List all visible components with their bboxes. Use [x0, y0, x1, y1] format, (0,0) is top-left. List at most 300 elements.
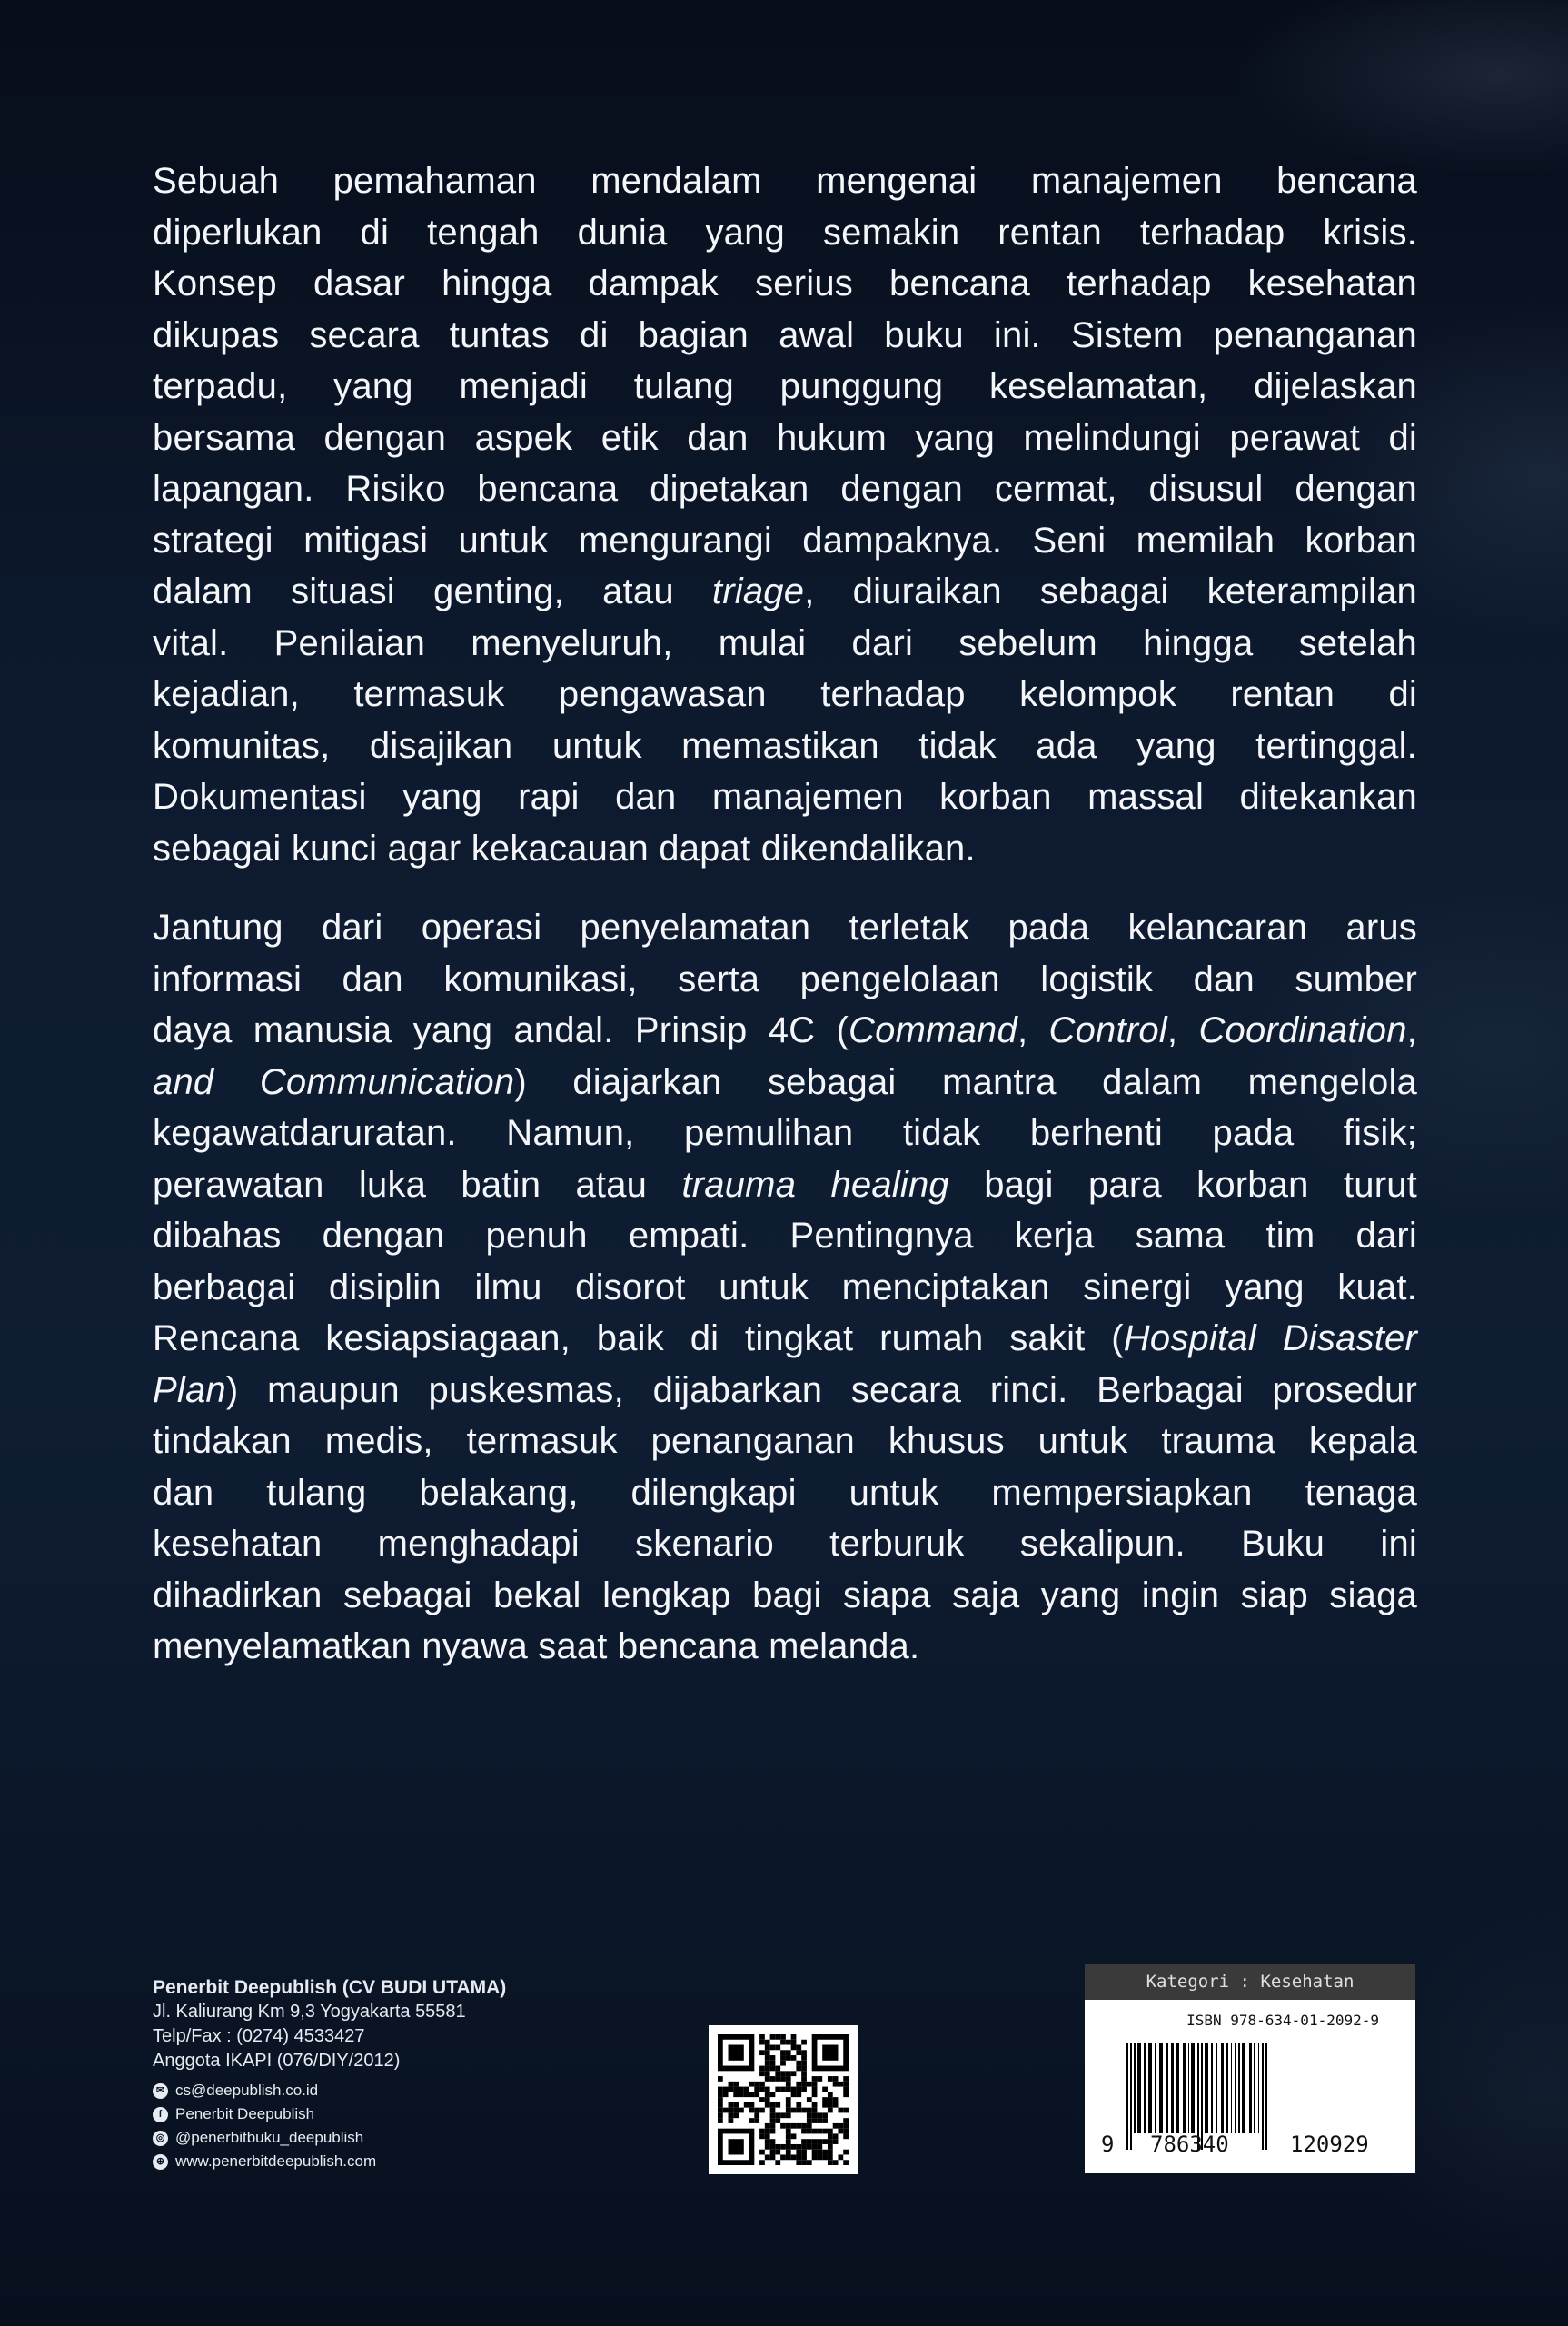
- qr-module: [718, 2102, 723, 2108]
- qr-module: [765, 2076, 770, 2082]
- qr-module: [796, 2061, 801, 2066]
- publisher-phone: Telp/Fax : (0274) 4533427: [153, 2026, 365, 2046]
- qr-code-pattern: [718, 2034, 849, 2165]
- qr-module: [770, 2055, 776, 2061]
- qr-module: [817, 2154, 822, 2160]
- qr-module: [807, 2123, 812, 2129]
- barcode-bar: [1262, 2043, 1264, 2150]
- qr-module: [780, 2061, 786, 2066]
- qr-module: [775, 2118, 780, 2123]
- qr-module: [801, 2055, 807, 2061]
- qr-module: [801, 2066, 807, 2072]
- qr-module: [822, 2150, 828, 2155]
- qr-finder: [822, 2045, 838, 2061]
- text-segment: bagi para korban turut: [948, 1164, 1417, 1205]
- email-icon: ✉: [153, 2083, 168, 2099]
- text-segment: kegawatdaruratan. Namun, pemulihan tidak berhenti pada fisik;: [153, 1113, 1417, 1153]
- qr-module: [765, 2129, 770, 2134]
- qr-module: [828, 2108, 833, 2113]
- qr-module: [733, 2092, 739, 2097]
- qr-module: [765, 2133, 770, 2139]
- text-line: [153, 413, 1417, 464]
- qr-module: [812, 2112, 818, 2118]
- qr-module: [770, 2150, 776, 2155]
- qr-module: [775, 2034, 780, 2040]
- qr-module: [833, 2097, 839, 2102]
- qr-module: [828, 2092, 833, 2097]
- qr-module: [759, 2097, 765, 2102]
- text-segment: ,: [1406, 1010, 1417, 1050]
- qr-module: [817, 2118, 822, 2123]
- barcode-bar: [1265, 2043, 1267, 2150]
- qr-module: [780, 2087, 786, 2092]
- italic-term: triage: [711, 572, 805, 611]
- qr-module: [780, 2055, 786, 2061]
- text-line: [153, 1518, 1417, 1570]
- qr-module: [791, 2055, 797, 2061]
- qr-module: [775, 2102, 780, 2108]
- qr-module: [770, 2045, 776, 2051]
- qr-module: [843, 2118, 849, 2123]
- qr-module: [822, 2118, 828, 2123]
- qr-module: [807, 2108, 812, 2113]
- barcode-bar: [1238, 2043, 1240, 2133]
- text-segment: Rencana kesiapsiagaan, baik di tingkat rumah sakit (: [153, 1318, 1124, 1358]
- qr-module: [796, 2150, 801, 2155]
- qr-module: [718, 2108, 723, 2113]
- barcode-bar: [1176, 2043, 1179, 2133]
- qr-module: [775, 2150, 780, 2155]
- qr-module: [791, 2034, 797, 2040]
- text-segment: komunitas, disajikan untuk memastikan tidak ada yang tertinggal.: [153, 725, 1417, 766]
- text-segment: terpadu, yang menjadi tulang punggung keselamatan, dijelaskan: [153, 366, 1417, 406]
- qr-module: [838, 2154, 843, 2160]
- qr-module: [765, 2097, 770, 2102]
- contact-item[interactable]: [153, 2079, 506, 2102]
- qr-module: [733, 2108, 739, 2113]
- qr-module: [822, 2087, 828, 2092]
- qr-module: [754, 2082, 759, 2087]
- barcode-digits-right: 120929: [1290, 2132, 1369, 2157]
- text-line: [153, 258, 1417, 310]
- qr-module: [786, 2050, 791, 2055]
- text-line: [153, 771, 1417, 823]
- qr-module: [759, 2050, 765, 2055]
- qr-module: [770, 2034, 776, 2040]
- qr-module: [791, 2092, 797, 2097]
- barcode-bar: [1235, 2043, 1236, 2133]
- qr-module: [812, 2150, 818, 2155]
- barcode-bar: [1191, 2043, 1195, 2133]
- italic-term: Hospital Disaster: [1123, 1318, 1417, 1358]
- qr-module: [770, 2144, 776, 2150]
- isbn-barcode-box: [1085, 1964, 1415, 2173]
- qr-module: [812, 2102, 818, 2108]
- qr-module: [770, 2061, 776, 2066]
- qr-module: [786, 2112, 791, 2118]
- text-line: [153, 1365, 1417, 1416]
- text-segment: Jantung dari operasi penyelamatan terletak pada kelancaran arus: [153, 908, 1417, 948]
- qr-module: [828, 2129, 833, 2134]
- qr-module: [786, 2087, 791, 2092]
- instagram-icon: ◎: [153, 2131, 168, 2146]
- description-paragraph-1: [153, 155, 1417, 874]
- qr-module: [780, 2040, 786, 2045]
- qr-module: [843, 2150, 849, 2155]
- qr-module: [812, 2139, 818, 2144]
- qr-module: [843, 2076, 849, 2082]
- qr-module: [770, 2108, 776, 2113]
- qr-module: [780, 2071, 786, 2076]
- qr-module: [796, 2050, 801, 2055]
- qr-module: [744, 2102, 749, 2108]
- qr-module: [812, 2092, 818, 2097]
- qr-module: [780, 2154, 786, 2160]
- qr-module: [786, 2076, 791, 2082]
- qr-module: [786, 2108, 791, 2113]
- qr-module: [801, 2150, 807, 2155]
- qr-module: [718, 2092, 723, 2097]
- qr-module: [759, 2108, 765, 2113]
- qr-module: [817, 2112, 822, 2118]
- publisher-address: Jl. Kaliurang Km 9,3 Yogyakarta 55581: [153, 2002, 466, 2022]
- qr-module: [780, 2144, 786, 2150]
- qr-module: [833, 2082, 839, 2087]
- qr-module: [801, 2087, 807, 2092]
- qr-module: [801, 2160, 807, 2165]
- publisher-ikapi: Anggota IKAPI (076/DIY/2012): [153, 2051, 401, 2071]
- qr-module: [828, 2154, 833, 2160]
- qr-module: [749, 2092, 755, 2097]
- qr-module: [828, 2160, 833, 2165]
- qr-module: [733, 2102, 739, 2108]
- text-segment: informasi dan komunikasi, serta pengelolaan logistik dan sumber: [153, 959, 1417, 999]
- qr-module: [833, 2102, 839, 2108]
- qr-module: [822, 2139, 828, 2144]
- qr-module: [718, 2097, 723, 2102]
- qr-module: [759, 2034, 765, 2040]
- qr-module: [822, 2154, 828, 2160]
- qr-module: [780, 2112, 786, 2118]
- barcode-bar: [1249, 2043, 1252, 2133]
- category-label: Kategori : Kesehatan: [1085, 1964, 1415, 2000]
- qr-module: [807, 2144, 812, 2150]
- qr-module: [807, 2112, 812, 2118]
- qr-module: [801, 2050, 807, 2055]
- qr-module: [780, 2050, 786, 2055]
- qr-module: [833, 2123, 839, 2129]
- italic-term: Command: [849, 1010, 1017, 1050]
- barcode-bar: [1171, 2043, 1174, 2133]
- qr-module: [775, 2112, 780, 2118]
- text-line: [153, 1416, 1417, 1467]
- qr-module: [786, 2082, 791, 2087]
- qr-module: [786, 2144, 791, 2150]
- contact-text: @penerbitbuku_deepublish: [175, 2129, 364, 2146]
- qr-module: [780, 2034, 786, 2040]
- text-line: [153, 1057, 1417, 1108]
- barcode-bar: [1242, 2043, 1245, 2133]
- qr-module: [812, 2076, 818, 2082]
- qr-module: [749, 2108, 755, 2113]
- qr-module: [807, 2139, 812, 2144]
- qr-module: [801, 2129, 807, 2134]
- qr-module: [775, 2071, 780, 2076]
- text-segment: bersama dengan aspek etik dan hukum yang melindungi perawat di: [153, 417, 1417, 458]
- qr-module: [801, 2139, 807, 2144]
- qr-module: [775, 2087, 780, 2092]
- qr-module: [765, 2045, 770, 2051]
- text-segment: ,: [1017, 1010, 1049, 1050]
- qr-module: [786, 2154, 791, 2160]
- qr-module: [817, 2129, 822, 2134]
- qr-module: [801, 2123, 807, 2129]
- qr-module: [817, 2144, 822, 2150]
- qr-module: [723, 2092, 729, 2097]
- text-segment: Sebuah pemahaman mendalam mengenai manajemen bencana: [153, 161, 1417, 201]
- qr-module: [733, 2112, 739, 2118]
- text-segment: diperlukan di tengah dunia yang semakin rentan terhadap krisis.: [153, 212, 1417, 253]
- qr-module: [765, 2050, 770, 2055]
- qr-module: [775, 2160, 780, 2165]
- barcode-bar: [1166, 2043, 1168, 2133]
- text-segment: ) diajarkan sebagai mantra dalam mengelola: [514, 1061, 1417, 1102]
- text-line: [153, 1210, 1417, 1262]
- text-segment: daya manusia yang andal. Prinsip 4C (: [153, 1010, 849, 1050]
- qr-module: [791, 2045, 797, 2051]
- qr-module: [775, 2066, 780, 2072]
- qr-module: [833, 2076, 839, 2082]
- qr-module: [718, 2076, 723, 2082]
- qr-module: [729, 2108, 734, 2113]
- qr-module: [812, 2154, 818, 2160]
- contact-text: cs@deepublish.co.id: [175, 2082, 319, 2099]
- text-line: [153, 566, 1417, 618]
- qr-module: [744, 2092, 749, 2097]
- publisher-info: [153, 1975, 506, 2173]
- qr-module: [843, 2092, 849, 2097]
- qr-module: [786, 2139, 791, 2144]
- qr-module: [759, 2129, 765, 2134]
- barcode-bar: [1159, 2043, 1163, 2133]
- qr-module: [744, 2087, 749, 2092]
- text-line: [153, 1159, 1417, 1211]
- barcode-bar: [1126, 2043, 1128, 2150]
- barcode-bar: [1188, 2043, 1189, 2133]
- text-line: [153, 515, 1417, 567]
- qr-module: [791, 2123, 797, 2129]
- qr-module: [759, 2150, 765, 2155]
- qr-module: [796, 2144, 801, 2150]
- qr-module: [765, 2055, 770, 2061]
- qr-module: [843, 2087, 849, 2092]
- text-line: [153, 1262, 1417, 1314]
- qr-module: [780, 2123, 786, 2129]
- qr-module: [733, 2082, 739, 2087]
- barcode-bar: [1183, 2043, 1186, 2133]
- qr-module: [786, 2055, 791, 2061]
- contact-item[interactable]: [153, 2150, 506, 2173]
- globe-icon: ⊕: [153, 2154, 168, 2170]
- qr-module: [828, 2102, 833, 2108]
- text-segment: kejadian, termasuk pengawasan terhadap kelompok rentan di: [153, 674, 1417, 714]
- text-line: [153, 1621, 1417, 1673]
- qr-module: [843, 2133, 849, 2139]
- qr-module: [812, 2144, 818, 2150]
- qr-module: [749, 2102, 755, 2108]
- qr-module: [765, 2040, 770, 2045]
- contact-text: Penerbit Deepublish: [175, 2105, 315, 2122]
- qr-module: [770, 2092, 776, 2097]
- qr-module: [796, 2108, 801, 2113]
- text-segment: vital. Penilaian menyeluruh, mulai dari sebelum hingga setelah: [153, 622, 1417, 663]
- qr-module: [812, 2118, 818, 2123]
- qr-module: [718, 2087, 723, 2092]
- barcode-bar: [1254, 2043, 1255, 2133]
- qr-code: [709, 2025, 858, 2174]
- qr-module: [749, 2118, 755, 2123]
- qr-module: [786, 2097, 791, 2102]
- qr-module: [812, 2108, 818, 2113]
- barcode-bar: [1155, 2043, 1156, 2133]
- qr-module: [838, 2082, 843, 2087]
- qr-module: [780, 2076, 786, 2082]
- text-segment: lapangan. Risiko bencana dipetakan dengan cermat, disusul dengan: [153, 469, 1417, 509]
- qr-module: [843, 2129, 849, 2134]
- qr-module: [770, 2102, 776, 2108]
- text-segment: sebagai kunci agar kekacauan dapat dikendalikan.: [153, 828, 976, 869]
- qr-module: [765, 2087, 770, 2092]
- text-segment: perawatan luka batin atau: [153, 1164, 682, 1205]
- qr-module: [786, 2123, 791, 2129]
- publisher-contacts: [153, 2079, 506, 2173]
- qr-module: [801, 2154, 807, 2160]
- barcode-bar: [1205, 2043, 1208, 2133]
- text-line: [153, 669, 1417, 721]
- qr-module: [754, 2092, 759, 2097]
- qr-module: [807, 2118, 812, 2123]
- contact-item[interactable]: [153, 2102, 506, 2126]
- barcode-bar: [1216, 2043, 1217, 2133]
- qr-module: [739, 2092, 744, 2097]
- qr-module: [729, 2082, 734, 2087]
- qr-module: [759, 2066, 765, 2072]
- qr-module: [801, 2076, 807, 2082]
- qr-module: [807, 2097, 812, 2102]
- text-segment: berbagai disiplin ilmu disorot untuk menciptakan sinergi yang kuat.: [153, 1267, 1417, 1307]
- qr-module: [822, 2129, 828, 2134]
- barcode-bar: [1134, 2043, 1136, 2133]
- qr-module: [838, 2123, 843, 2129]
- qr-module: [770, 2154, 776, 2160]
- qr-module: [828, 2133, 833, 2139]
- qr-module: [759, 2082, 765, 2087]
- qr-module: [801, 2040, 807, 2045]
- qr-module: [786, 2129, 791, 2134]
- contact-item[interactable]: [153, 2126, 506, 2150]
- qr-module: [791, 2040, 797, 2045]
- qr-module: [754, 2118, 759, 2123]
- text-segment: , diuraikan sebagai keterampilan: [804, 572, 1417, 611]
- qr-module: [770, 2066, 776, 2072]
- text-segment: kesehatan menghadapi skenario terburuk sekalipun. Buku ini: [153, 1524, 1417, 1564]
- text-line: [153, 618, 1417, 670]
- qr-module: [765, 2071, 770, 2076]
- qr-module: [807, 2160, 812, 2165]
- qr-module: [765, 2061, 770, 2066]
- qr-module: [801, 2082, 807, 2087]
- text-segment: strategi mitigasi untuk mengurangi dampaknya. Seni memilah korban: [153, 520, 1417, 561]
- barcode-bar: [1148, 2043, 1152, 2133]
- qr-module: [828, 2097, 833, 2102]
- qr-module: [759, 2087, 765, 2092]
- qr-module: [765, 2139, 770, 2144]
- qr-module: [822, 2102, 828, 2108]
- qr-module: [729, 2087, 734, 2092]
- barcode-bar: [1144, 2043, 1146, 2133]
- qr-module: [796, 2123, 801, 2129]
- contact-text: www.penerbitdeepublish.com: [175, 2152, 377, 2170]
- barcode-bar: [1137, 2043, 1141, 2133]
- text-segment: ) maupun puskesmas, dijabarkan secara rinci. Berbagai prosedur: [225, 1369, 1417, 1410]
- italic-term: and Communication: [153, 1061, 515, 1102]
- qr-module: [749, 2082, 755, 2087]
- qr-module: [718, 2112, 723, 2118]
- qr-module: [801, 2071, 807, 2076]
- qr-module: [754, 2108, 759, 2113]
- qr-finder: [729, 2139, 744, 2154]
- qr-module: [729, 2112, 734, 2118]
- qr-module: [838, 2129, 843, 2134]
- text-line: [153, 1313, 1417, 1365]
- text-line: [153, 155, 1417, 207]
- text-line: [153, 823, 1417, 875]
- barcode-bar: [1130, 2043, 1132, 2150]
- qr-module: [828, 2076, 833, 2082]
- barcode-bar: [1231, 2043, 1232, 2133]
- text-line: [153, 902, 1417, 954]
- text-line: [153, 1005, 1417, 1057]
- qr-module: [765, 2154, 770, 2160]
- qr-module: [796, 2082, 801, 2087]
- qr-module: [786, 2102, 791, 2108]
- qr-module: [770, 2076, 776, 2082]
- qr-module: [796, 2160, 801, 2165]
- text-line: [153, 954, 1417, 1006]
- qr-module: [786, 2071, 791, 2076]
- qr-module: [801, 2108, 807, 2113]
- barcode-bar: [1221, 2043, 1224, 2133]
- qr-module: [796, 2092, 801, 2097]
- barcode-bar: [1226, 2043, 1228, 2133]
- italic-term: Control: [1048, 1010, 1167, 1050]
- qr-module: [807, 2082, 812, 2087]
- qr-module: [759, 2071, 765, 2076]
- qr-module: [843, 2108, 849, 2113]
- qr-module: [775, 2045, 780, 2051]
- text-segment: Dokumentasi yang rapi dan manajemen korban massal ditekankan: [153, 777, 1417, 817]
- qr-module: [765, 2066, 770, 2072]
- qr-module: [786, 2150, 791, 2155]
- qr-module: [786, 2040, 791, 2045]
- qr-module: [786, 2133, 791, 2139]
- qr-module: [843, 2160, 849, 2165]
- qr-module: [812, 2082, 818, 2087]
- qr-module: [796, 2045, 801, 2051]
- qr-module: [739, 2108, 744, 2113]
- qr-module: [796, 2066, 801, 2072]
- qr-module: [828, 2150, 833, 2155]
